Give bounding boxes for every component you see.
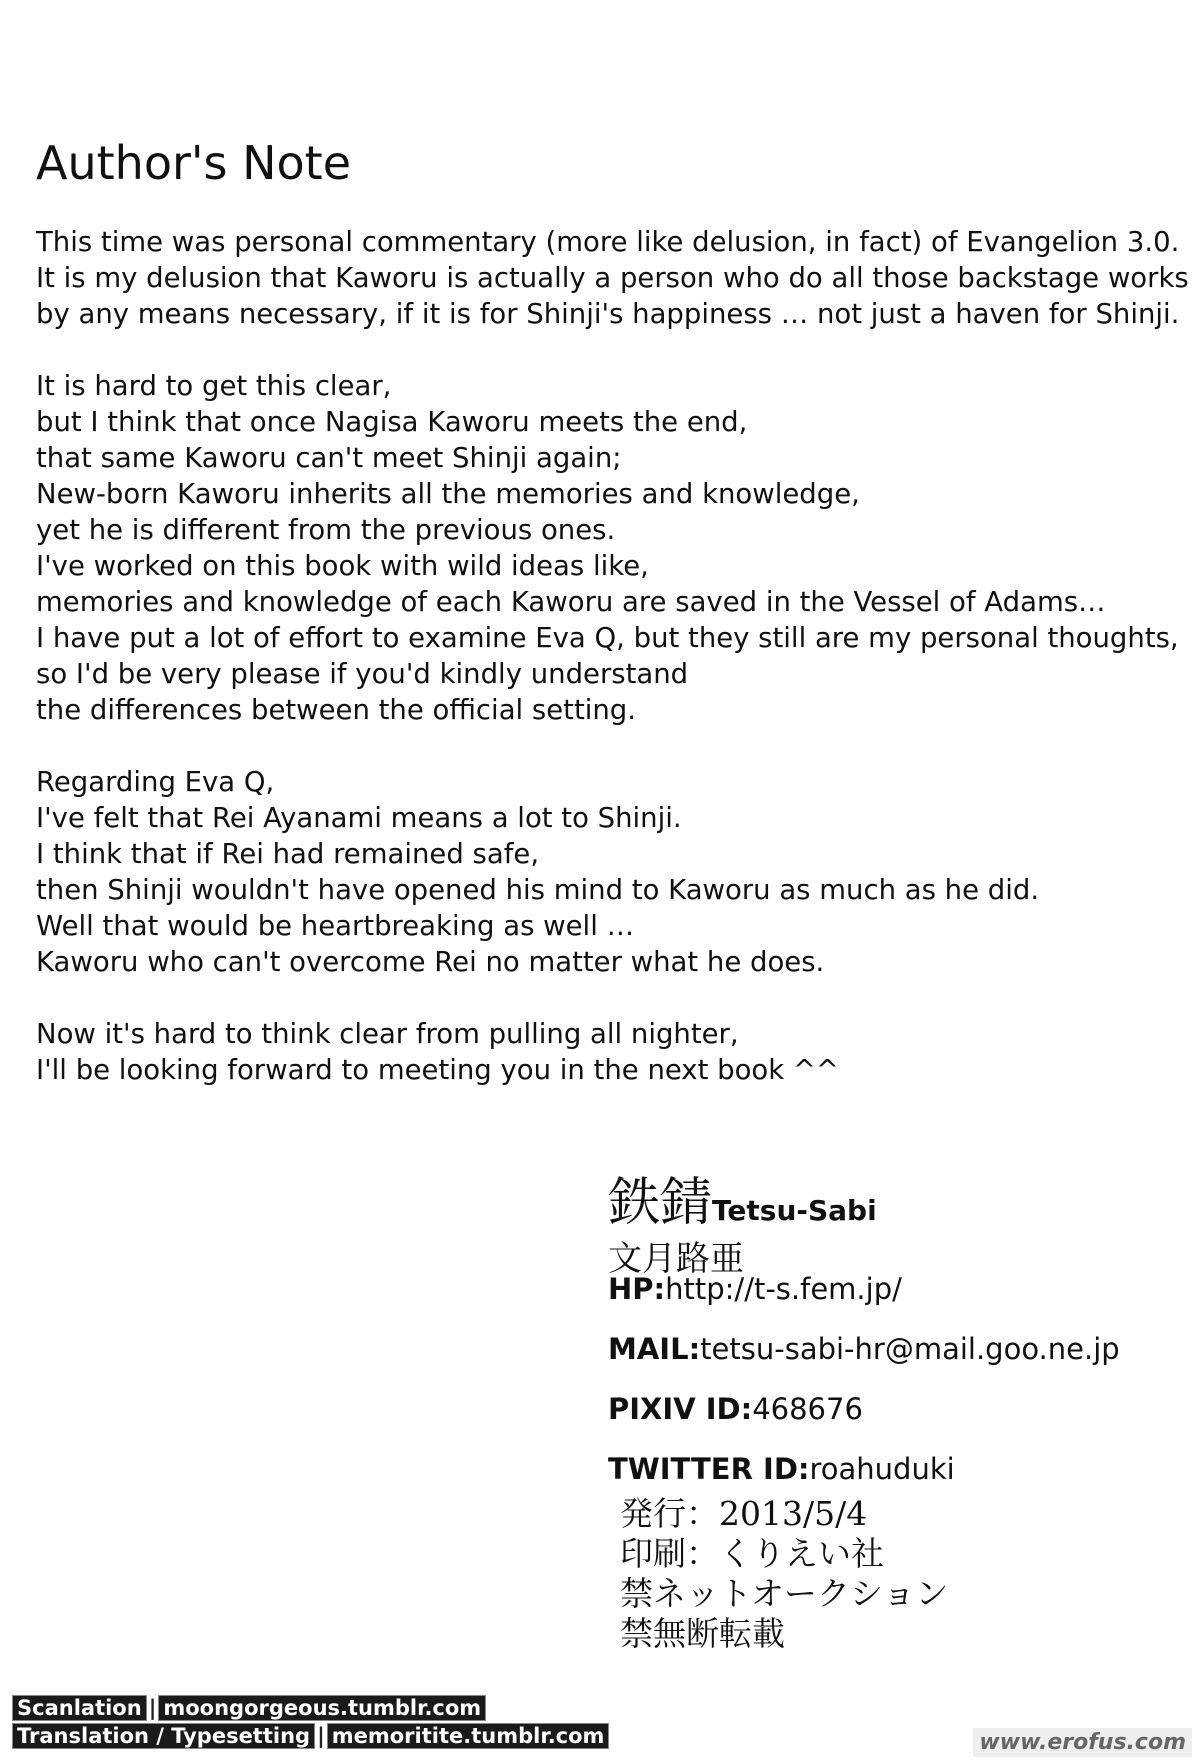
printer: 印刷：くりえい社 — [620, 1534, 884, 1573]
twitter-label: TWITTER ID: — [608, 1452, 810, 1486]
scanlation-credit — [12, 1694, 609, 1722]
homepage-label: HP: — [608, 1272, 666, 1306]
circle-name-romaji: Tetsu-Sabi — [712, 1194, 877, 1227]
publication-info — [620, 1494, 948, 1654]
text-line: Kaworu who can't overcome Rei no matter what he does. — [36, 946, 825, 978]
translation-label: Translation / Typesetting — [12, 1723, 315, 1749]
credit-separator: | — [317, 1724, 325, 1748]
text-line: then Shinji wouldn't have opened his mind to Kaworu as much as he did. — [36, 874, 1040, 906]
text-line: Regarding Eva Q, — [36, 766, 275, 798]
text-line: It is my delusion that Kaworu is actually a person who do all those backstage works — [36, 262, 1189, 294]
circle-name — [608, 1160, 877, 1235]
circle-name-kanji: 鉄錆 — [608, 1173, 713, 1233]
text-line: This time was personal commentary (more like delusion, in fact) of Evangelion 3.0. — [36, 226, 1180, 258]
colophon — [608, 1160, 1120, 1486]
text-line: I think that if Rei had remained safe, — [36, 838, 540, 870]
text-line: so I'd be very please if you'd kindly understand — [36, 658, 689, 690]
email-link[interactable] — [608, 1332, 1120, 1366]
scanlation-credits — [12, 1694, 609, 1750]
translation-credit — [12, 1722, 609, 1750]
scanlation-label: Scanlation — [12, 1695, 147, 1721]
text-line: I'll be looking forward to meeting you in the next book ^^ — [36, 1054, 839, 1086]
text-line: by any means necessary, if it is for Shinji's happiness … not just a haven for Shinji. — [36, 298, 1180, 330]
text-line: the differences between the official setting. — [36, 694, 637, 726]
pixiv-value: 468676 — [752, 1392, 863, 1426]
translation-link[interactable]: memoritite.tumblr.com — [327, 1723, 610, 1749]
paragraph-eva-q — [36, 764, 1039, 980]
text-line: I've felt that Rei Ayanami means a lot to Shinji. — [36, 802, 682, 834]
pixiv-id — [608, 1392, 863, 1426]
homepage-link[interactable] — [608, 1272, 902, 1306]
text-line: It is hard to get this clear, — [36, 370, 392, 402]
email-label: MAIL: — [608, 1332, 701, 1366]
paragraph-closing — [36, 1016, 839, 1088]
text-line: yet he is different from the previous ones. — [36, 514, 616, 546]
no-reprint-notice: 禁無断転載 — [620, 1614, 785, 1653]
email-address: tetsu-sabi-hr@mail.goo.ne.jp — [700, 1332, 1120, 1366]
twitter-value: roahuduki — [809, 1452, 955, 1486]
author-name: 文月路亜 — [608, 1239, 744, 1279]
text-line: memories and knowledge of each Kaworu are saved in the Vessel of Adams… — [36, 586, 1106, 618]
text-line: I've worked on this book with wild ideas like, — [36, 550, 649, 582]
text-line: but I think that once Nagisa Kaworu meets the end, — [36, 406, 748, 438]
page-title: Author's Note — [36, 136, 351, 190]
text-line: that same Kaworu can't meet Shinji again; — [36, 442, 622, 474]
homepage-url: http://t-s.fem.jp/ — [665, 1272, 902, 1306]
paragraph-intro — [36, 224, 1189, 332]
credit-separator: | — [148, 1696, 157, 1720]
scanlation-link[interactable]: moongorgeous.tumblr.com — [158, 1695, 486, 1721]
site-watermark: www.erofus.com — [973, 1728, 1192, 1757]
publish-date: 発行：2013/5/4 — [620, 1494, 868, 1533]
text-line: I have put a lot of effort to examine Eva Q, but they still are my personal thoughts, — [36, 622, 1179, 654]
text-line: Now it's hard to think clear from pulling all nighter, — [36, 1018, 739, 1050]
no-auction-notice: 禁ネットオークション — [620, 1574, 949, 1613]
pixiv-label: PIXIV ID: — [608, 1392, 753, 1426]
text-line: New-born Kaworu inherits all the memories and knowledge, — [36, 478, 860, 510]
twitter-id — [608, 1452, 955, 1486]
text-line: Well that would be heartbreaking as well … — [36, 910, 635, 942]
paragraph-kaworu — [36, 368, 1179, 728]
